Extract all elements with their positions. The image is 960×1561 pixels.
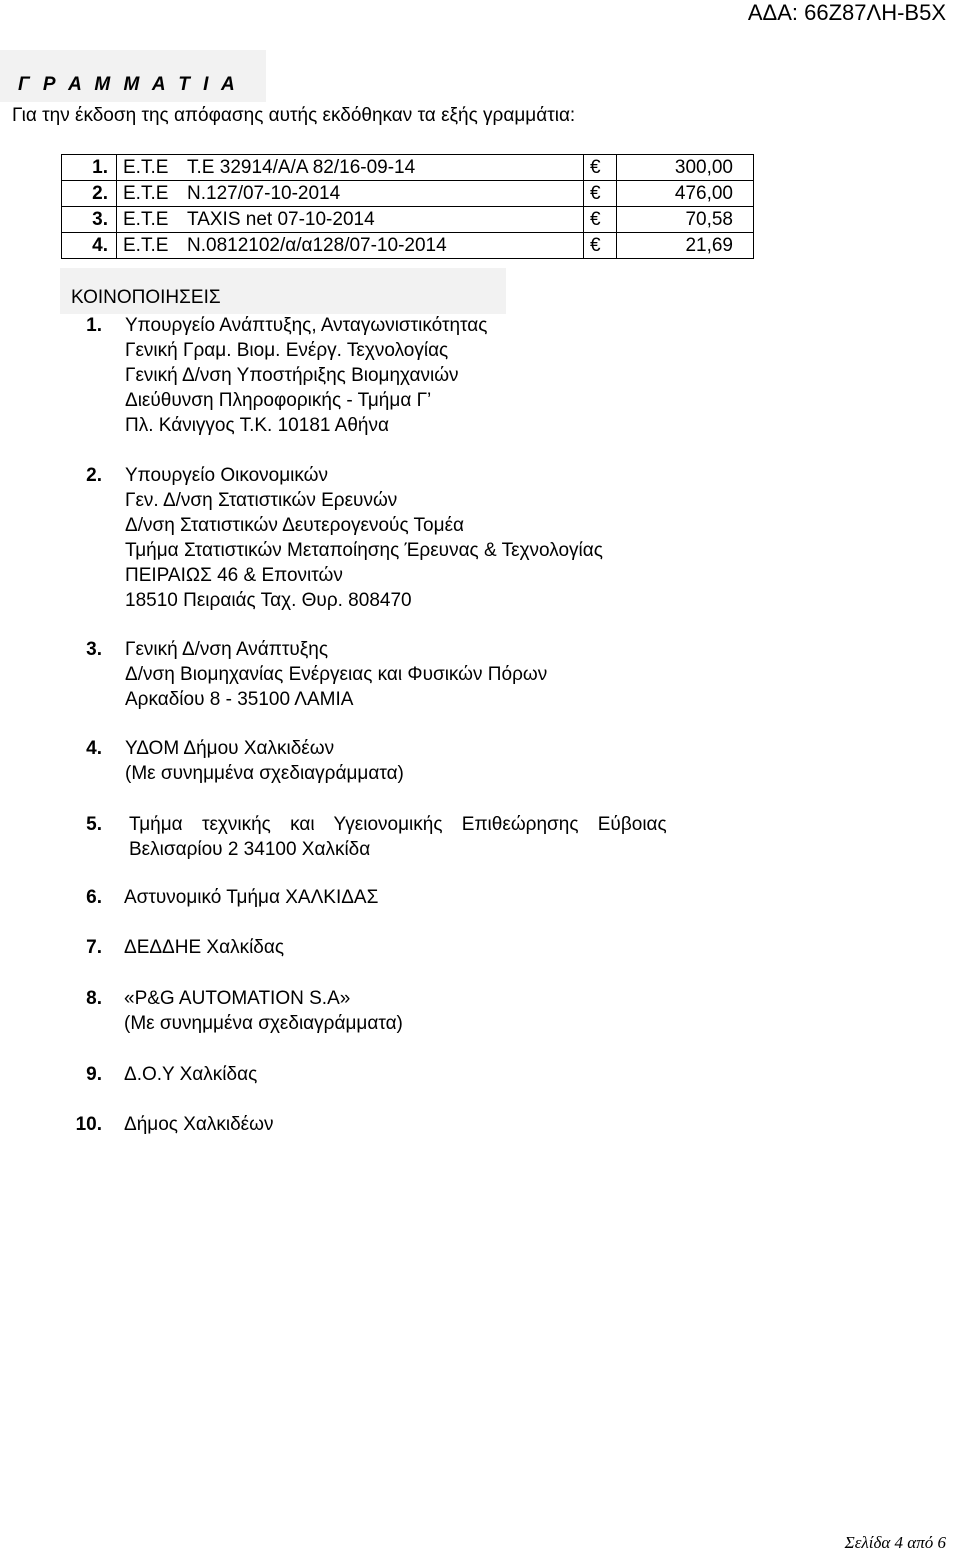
recipient-line: Υπουργείο Ανάπτυξης, Ανταγωνιστικότητας <box>125 315 488 336</box>
recipient-number: 1. <box>86 315 102 336</box>
grammatia-title: Γ Ρ Α Μ Μ Α Τ Ι Α <box>18 74 239 95</box>
fee-row <box>62 233 754 259</box>
fee-description: Ν.0812102/α/α128/07-10-2014 <box>181 233 584 259</box>
fee-organization: Ε.Τ.Ε <box>117 207 182 233</box>
recipient-line: Βελισαρίου 2 34100 Χαλκίδα <box>129 839 371 860</box>
ada-code: ΑΔΑ: 66Ζ87ΛΗ-Β5Χ <box>747 0 946 25</box>
recipient-number: 9. <box>86 1064 102 1085</box>
fee-organization: Ε.Τ.Ε <box>117 233 182 259</box>
recipient-number: 6. <box>86 887 102 908</box>
recipient-line: Υπουργείο Οικονομικών <box>125 465 328 486</box>
fee-row <box>62 181 754 207</box>
recipient-line: Γενική Γραμ. Βιομ. Ενέργ. Τεχνολογίας <box>125 340 449 361</box>
recipient-line: ΔΕΔΔΗΕ Χαλκίδας <box>124 937 285 958</box>
fee-organization: Ε.Τ.Ε <box>117 155 182 181</box>
fee-number: 1. <box>62 155 117 181</box>
fee-number: 2. <box>62 181 117 207</box>
fee-description: Τ.Ε 32914/Α/Α 82/16-09-14 <box>181 155 584 181</box>
recipient-line: (Με συνημμένα σχεδιαγράμματα) <box>125 763 404 784</box>
recipient-number: 4. <box>86 738 102 759</box>
recipient-line: Τμήμα Στατιστικών Μεταποίησης Έρευνας & Τεχνολογίας <box>125 540 603 561</box>
recipient-line: Γενική Δ/νση Υποστήριξης Βιομηχανιών <box>125 365 459 386</box>
fee-row <box>62 207 754 233</box>
fee-amount: 300,00 <box>617 155 754 181</box>
koinopoiiseis-title: ΚΟΙΝΟΠΟΙΗΣΕΙΣ <box>71 287 221 308</box>
recipient-line: Πλ. Κάνιγγος Τ.Κ. 10181 Αθήνα <box>125 415 389 436</box>
fee-amount: 21,69 <box>617 233 754 259</box>
currency-symbol: € <box>584 181 617 207</box>
recipient-number: 2. <box>86 465 102 486</box>
currency-symbol: € <box>584 155 617 181</box>
recipient-number: 7. <box>86 937 102 958</box>
fee-amount: 70,58 <box>617 207 754 233</box>
fee-number: 3. <box>62 207 117 233</box>
fees-table <box>61 154 754 259</box>
recipient-line: (Με συνημμένα σχεδιαγράμματα) <box>124 1013 403 1034</box>
recipient-line: Αστυνομικό Τμήμα ΧΑΛΚΙΔΑΣ <box>124 887 379 908</box>
recipient-number: 10. <box>75 1114 102 1135</box>
recipient-line: Γεν. Δ/νση Στατιστικών Ερευνών <box>125 490 398 511</box>
recipient-line: ΠΕΙΡΑΙΩΣ 46 & Επονιτών <box>125 565 343 586</box>
recipient-line: 18510 Πειραιάς Ταχ. Θυρ. 808470 <box>125 590 412 611</box>
fee-description: TAXIS net 07-10-2014 <box>181 207 584 233</box>
currency-symbol: € <box>584 233 617 259</box>
fee-organization: Ε.Τ.Ε <box>117 181 182 207</box>
fee-row <box>62 155 754 181</box>
recipient-line: «P&G AUTOMATION S.A» <box>124 988 351 1009</box>
fee-amount: 476,00 <box>617 181 754 207</box>
recipient-line: Γενική Δ/νση Ανάπτυξης <box>125 639 328 660</box>
recipient-line: Δ/νση Βιομηχανίας Ενέργειας και Φυσικών Πόρων <box>125 664 548 685</box>
recipient-line: Διεύθυνση Πληροφορικής - Τμήμα Γ’ <box>125 390 432 411</box>
recipient-number: 5. <box>86 814 102 835</box>
recipient-line: Αρκαδίου 8 - 35100 ΛΑΜΙΑ <box>125 689 354 710</box>
recipient-line: ΥΔΟΜ Δήμου Χαλκιδέων <box>125 738 335 759</box>
page-number: Σελίδα 4 από 6 <box>844 1533 946 1552</box>
recipient-line: Δήμος Χαλκιδέων <box>124 1114 274 1135</box>
recipient-line: Δ.Ο.Υ Χαλκίδας <box>124 1064 258 1085</box>
fee-description: Ν.127/07-10-2014 <box>181 181 584 207</box>
grammatia-intro: Για την έκδοση της απόφασης αυτής εκδόθηκαν τα εξής γραμμάτια: <box>12 105 576 126</box>
currency-symbol: € <box>584 207 617 233</box>
recipient-number: 3. <box>86 639 102 660</box>
recipient-line: Τμήμα τεχνικής και Υγειονομικής Επιθεώρησης Εύβοιας <box>129 814 667 835</box>
recipient-line: Δ/νση Στατιστικών Δευτερογενούς Τομέα <box>125 515 465 536</box>
recipient-number: 8. <box>86 988 102 1009</box>
fee-number: 4. <box>62 233 117 259</box>
